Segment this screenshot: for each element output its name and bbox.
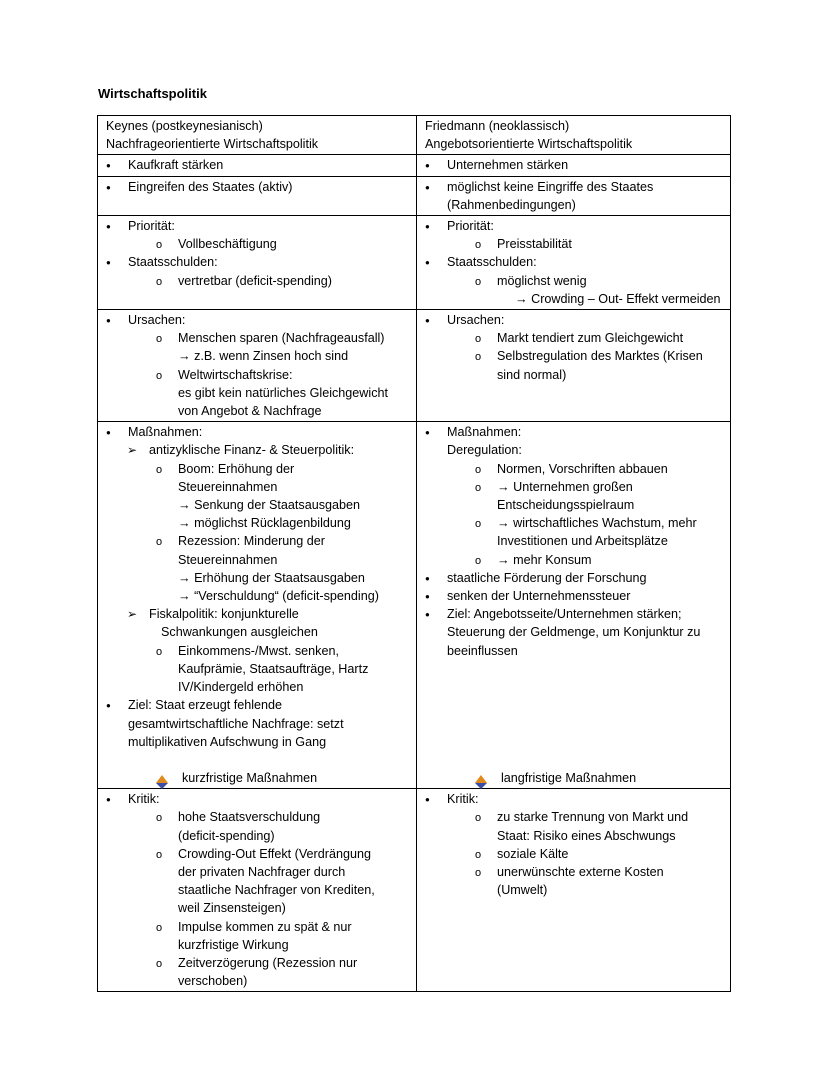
text-line: Steuereinnahmen xyxy=(178,479,278,494)
bullet-item: ● Staatsschulden: xyxy=(106,253,412,271)
bullet-item: ● Staatsschulden: xyxy=(425,253,726,271)
circle-bullet-icon xyxy=(475,460,481,479)
text-line: der privaten Nachfrager durch xyxy=(178,864,346,879)
sub-item: o vertretbar (deficit-spending) xyxy=(106,272,412,290)
circle-bullet-icon xyxy=(475,347,481,366)
header-line: Angebotsorientierte Wirtschaftspolitik xyxy=(425,137,633,152)
sub-item: o Crowding-Out Effekt (Verdrängung xyxy=(106,845,412,863)
sub-item: o hohe Staatsverschuldung xyxy=(106,808,412,826)
bullet-icon xyxy=(425,217,430,237)
bullet-icon xyxy=(106,178,111,198)
arrow-bullet-item: ➢ Fiskalpolitik: konjunkturelle xyxy=(106,605,412,623)
cell-friedmann xyxy=(417,310,731,422)
arrow-line: → “Verschuldung“ (deficit-spending) xyxy=(178,589,379,604)
bullet-item: ● möglichst keine Eingriffe des Staates xyxy=(425,178,726,196)
cell-keynes xyxy=(98,216,417,310)
table-row xyxy=(98,789,731,992)
diamond-arrow-icon xyxy=(475,775,487,783)
sub-item: o Preisstabilität xyxy=(425,235,726,253)
cell-friedmann xyxy=(417,155,731,176)
table-row xyxy=(98,310,731,422)
text-line: Deregulation: xyxy=(447,443,522,458)
circle-bullet-icon xyxy=(475,551,481,570)
text-line: verschoben) xyxy=(178,974,248,989)
bullet-item: ● senken der Unternehmenssteuer xyxy=(425,587,726,605)
bullet-item: ● Priorität: xyxy=(425,217,726,235)
bullet-icon xyxy=(106,696,111,716)
bullet-icon xyxy=(425,569,430,589)
arrow-bullet-icon xyxy=(127,441,137,459)
header-line: Friedmann (neoklassisch) xyxy=(425,119,570,133)
sub-item: o Weltwirtschaftskrise: xyxy=(106,366,412,384)
diamond-arrow-icon xyxy=(156,775,168,783)
circle-bullet-icon xyxy=(156,272,162,291)
text-line: Entscheidungsspielraum xyxy=(497,498,635,513)
text-line: IV/Kindergeld erhöhen xyxy=(178,680,304,695)
arrow-line: → z.B. wenn Zinsen hoch sind xyxy=(178,349,349,364)
cell-keynes xyxy=(98,155,417,176)
cell-friedmann xyxy=(417,176,731,215)
bullet-icon xyxy=(106,311,111,331)
text-line: Steuereinnahmen xyxy=(178,552,278,567)
cell-keynes xyxy=(98,789,417,992)
sub-item: o Rezession: Minderung der xyxy=(106,532,412,550)
short-term-label: kurzfristige Maßnahmen xyxy=(106,769,412,787)
cell-friedmann xyxy=(417,789,731,992)
sub-item: o → mehr Konsum xyxy=(425,551,726,569)
cell-friedmann xyxy=(417,422,731,789)
bullet-icon xyxy=(425,311,430,331)
bullet-item: ● Kritik: xyxy=(425,790,726,808)
arrow-line: → Erhöhung der Staatsausgaben xyxy=(178,570,365,585)
bullet-item: ● Unternehmen stärken xyxy=(425,156,726,174)
bullet-icon xyxy=(425,156,430,176)
text-line: (deficit-spending) xyxy=(178,828,275,843)
text-line: (Rahmenbedingungen) xyxy=(447,197,576,212)
text-line: (Umwelt) xyxy=(497,883,548,898)
spacer xyxy=(425,660,726,769)
arrow-line: → Crowding – Out- Effekt vermeiden xyxy=(515,291,721,306)
comparison-table xyxy=(97,115,731,992)
sub-item: o Einkommens-/Mwst. senken, xyxy=(106,642,412,660)
circle-bullet-icon xyxy=(156,642,162,661)
circle-bullet-icon xyxy=(156,954,162,973)
text-line: Kaufprämie, Staatsaufträge, Hartz xyxy=(178,661,369,676)
bullet-icon xyxy=(425,423,430,443)
bullet-item: ● staatliche Förderung der Forschung xyxy=(425,569,726,587)
circle-bullet-icon xyxy=(156,460,162,479)
cell-keynes xyxy=(98,422,417,789)
sub-item: o soziale Kälte xyxy=(425,845,726,863)
sub-item: o Impulse kommen zu spät & nur xyxy=(106,918,412,936)
header-line: Keynes (postkeynesianisch) xyxy=(106,119,263,133)
bullet-icon xyxy=(425,587,430,607)
table-row xyxy=(98,422,731,789)
circle-bullet-icon xyxy=(475,808,481,827)
bullet-item: ● Ursachen: xyxy=(425,311,726,329)
bullet-item: ● Eingreifen des Staates (aktiv) xyxy=(106,178,412,196)
text-line: sind normal) xyxy=(497,367,567,382)
long-term-label: langfristige Maßnahmen xyxy=(425,769,726,787)
text-line: beeinflussen xyxy=(447,643,518,658)
circle-bullet-icon xyxy=(475,863,481,882)
circle-bullet-icon xyxy=(475,235,481,254)
bullet-item: ● Ursachen: xyxy=(106,311,412,329)
circle-bullet-icon xyxy=(475,329,481,348)
circle-bullet-icon xyxy=(475,845,481,864)
text-line: weil Zinsensteigen) xyxy=(178,901,286,916)
table-row xyxy=(98,216,731,310)
bullet-icon xyxy=(425,790,430,810)
circle-bullet-icon xyxy=(475,478,481,497)
document-title: Wirtschaftspolitik xyxy=(98,86,207,101)
bullet-item: ● Maßnahmen: xyxy=(425,423,726,441)
circle-bullet-icon xyxy=(156,235,162,254)
circle-bullet-icon xyxy=(156,532,162,551)
text-line: Staat: Risiko eines Abschwungs xyxy=(497,828,676,843)
circle-bullet-icon xyxy=(156,918,162,937)
bullet-item: ● Maßnahmen: xyxy=(106,423,412,441)
bullet-icon xyxy=(106,253,111,273)
bullet-item: ● Kaufkraft stärken xyxy=(106,156,412,174)
table-row xyxy=(98,176,731,215)
text-line: Steuerung der Geldmenge, um Konjunktur zu xyxy=(447,625,701,640)
bullet-icon xyxy=(425,178,430,198)
sub-item: o möglichst wenig xyxy=(425,272,726,290)
sub-item: o unerwünschte externe Kosten xyxy=(425,863,726,881)
bullet-item: ● Ziel: Staat erzeugt fehlende xyxy=(106,696,412,714)
bullet-icon xyxy=(106,790,111,810)
circle-bullet-icon xyxy=(156,845,162,864)
text-line: Investitionen und Arbeitsplätze xyxy=(497,534,668,549)
arrow-line: → möglichst Rücklagenbildung xyxy=(178,516,351,531)
bullet-icon xyxy=(425,605,430,625)
table-row-header xyxy=(98,116,731,155)
bullet-item: ● Kritik: xyxy=(106,790,412,808)
arrow-line: → Senkung der Staatsausgaben xyxy=(178,498,361,513)
sub-item: o Selbstregulation des Marktes (Krisen xyxy=(425,347,726,365)
cell-keynes xyxy=(98,176,417,215)
circle-bullet-icon xyxy=(156,808,162,827)
header-friedmann xyxy=(417,116,731,155)
table-row xyxy=(98,155,731,176)
text-line: Schwankungen ausgleichen xyxy=(161,625,318,640)
cell-keynes xyxy=(98,310,417,422)
header-line: Nachfrageorientierte Wirtschaftspolitik xyxy=(106,137,319,152)
text-line: kurzfristige Wirkung xyxy=(178,937,289,952)
bullet-icon xyxy=(425,253,430,273)
circle-bullet-icon xyxy=(156,366,162,385)
sub-item: o Menschen sparen (Nachfrageausfall) xyxy=(106,329,412,347)
sub-item: o Markt tendiert zum Gleichgewicht xyxy=(425,329,726,347)
bullet-icon xyxy=(106,217,111,237)
bullet-icon xyxy=(106,423,111,443)
arrow-bullet-item: ➢ antizyklische Finanz- & Steuerpolitik: xyxy=(106,441,412,459)
text-line: multiplikativen Aufschwung in Gang xyxy=(128,734,327,749)
text-line: es gibt kein natürliches Gleichgewicht xyxy=(178,385,389,400)
text-line: gesamtwirtschaftliche Nachfrage: setzt xyxy=(128,716,344,731)
bullet-item: ● Priorität: xyxy=(106,217,412,235)
sub-item: o zu starke Trennung von Markt und xyxy=(425,808,726,826)
sub-item: o → wirtschaftliches Wachstum, mehr xyxy=(425,514,726,532)
text-line: von Angebot & Nachfrage xyxy=(178,404,322,419)
sub-item: o Boom: Erhöhung der xyxy=(106,460,412,478)
cell-friedmann xyxy=(417,216,731,310)
arrow-bullet-icon xyxy=(127,605,137,623)
circle-bullet-icon xyxy=(475,272,481,291)
header-keynes xyxy=(98,116,417,155)
text-line: staatliche Nachfrager von Krediten, xyxy=(178,883,375,898)
circle-bullet-icon xyxy=(475,514,481,533)
bullet-item: ● Ziel: Angebotsseite/Unternehmen stärken; xyxy=(425,605,726,623)
sub-item: o → Unternehmen großen xyxy=(425,478,726,496)
sub-item: o Normen, Vorschriften abbauen xyxy=(425,460,726,478)
sub-item: o Vollbeschäftigung xyxy=(106,235,412,253)
circle-bullet-icon xyxy=(156,329,162,348)
bullet-icon xyxy=(106,156,111,176)
spacer xyxy=(106,751,412,769)
sub-item: o Zeitverzögerung (Rezession nur xyxy=(106,954,412,972)
